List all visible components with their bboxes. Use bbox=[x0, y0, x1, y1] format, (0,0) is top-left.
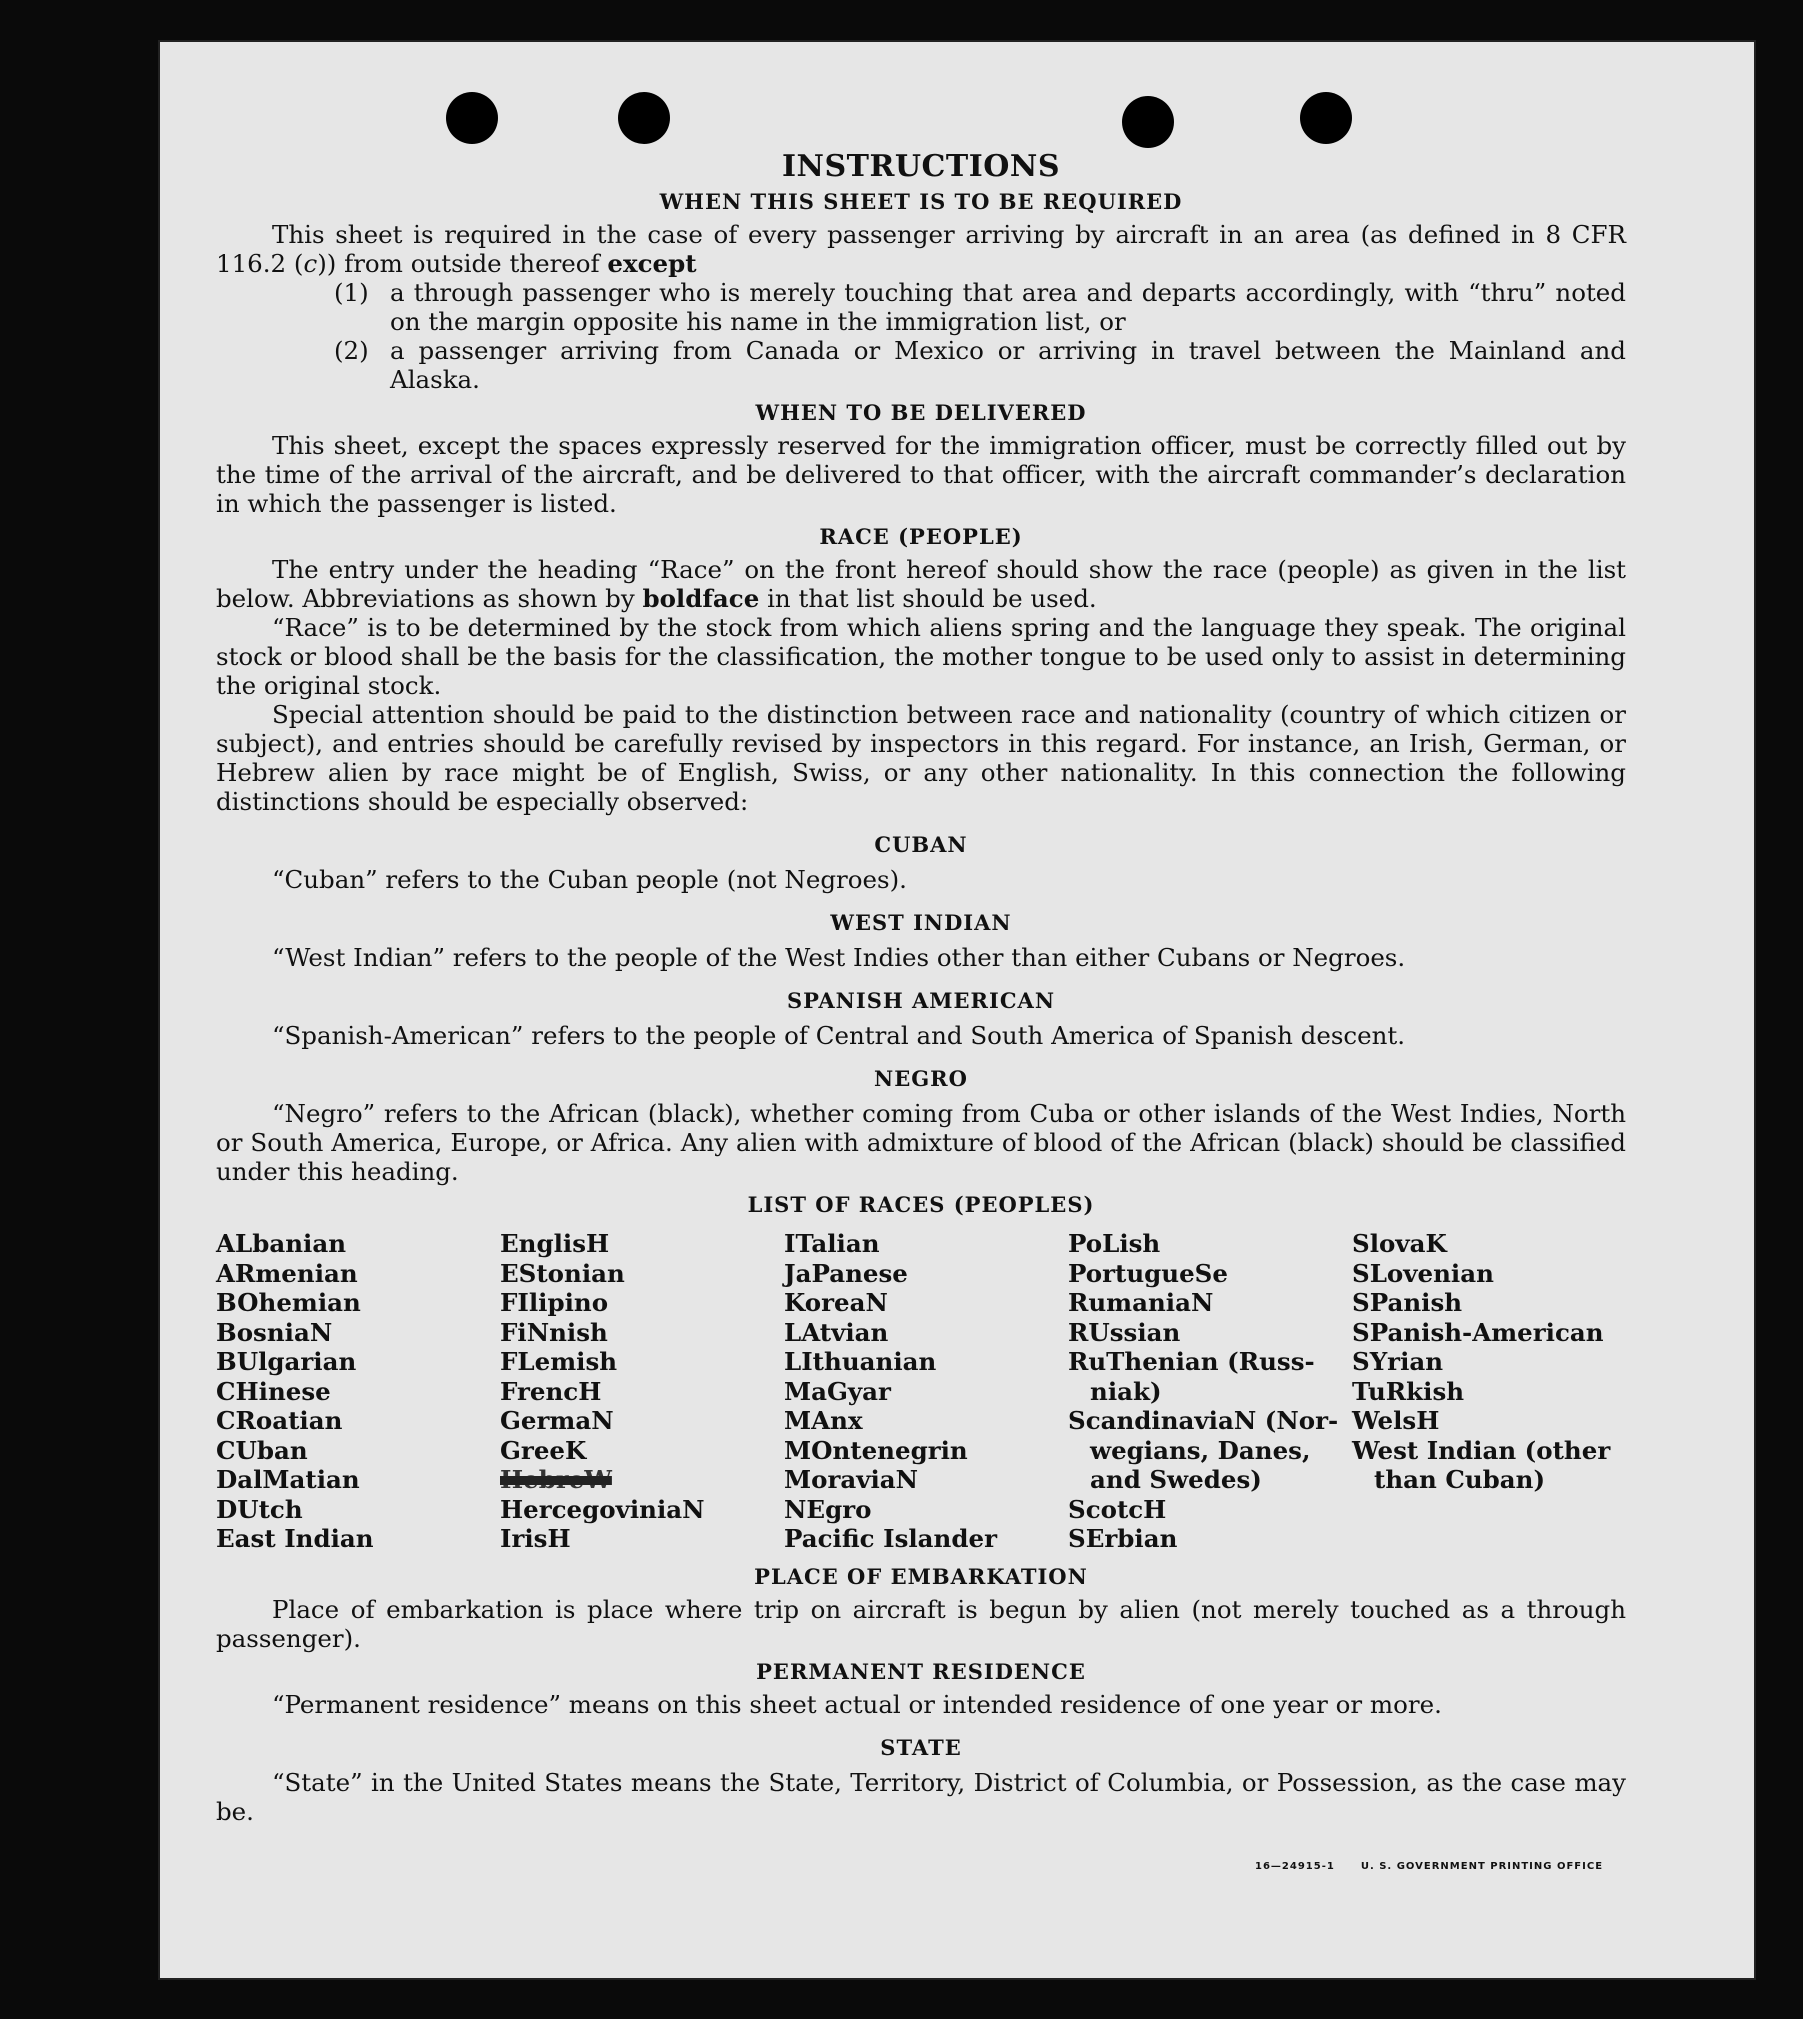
when-delivered-text: This sheet, except the spaces expressly reserved for the immigration officer, must be correctly filled out by the time of the arrival of the aircraft, and be delivered to that officer, with the aircraft commander’s declaration in which the passenger is listed. bbox=[216, 431, 1626, 518]
race-item: GermaN bbox=[500, 1406, 614, 1435]
race-item: FiNnish bbox=[500, 1317, 608, 1347]
race-item: ScotcH bbox=[1068, 1494, 1167, 1524]
race-item: ITalian bbox=[784, 1229, 880, 1258]
exception-item-1 bbox=[216, 278, 1626, 336]
race-item: HercegoviniaN bbox=[500, 1494, 705, 1524]
heading-spanish-american: SPANISH AMERICAN bbox=[786, 988, 1056, 1013]
race-item: SErbian bbox=[1068, 1524, 1178, 1553]
heading-when-delivered: WHEN TO BE DELIVERED bbox=[755, 400, 1087, 425]
negro-text: “Negro” refers to the African (black), whether coming from Cuba or other islands of the West Indies, North or South America, Europe, or Africa. Any alien with admixture of blood of the African (black) should be classified under this heading. bbox=[216, 1099, 1626, 1186]
race-item: West Indian (other bbox=[1352, 1435, 1611, 1465]
race-item: MaGyar bbox=[784, 1376, 891, 1406]
heading-race: RACE (PEOPLE) bbox=[819, 524, 1023, 549]
race-item: CUban bbox=[216, 1435, 308, 1465]
heading-state: STATE bbox=[880, 1734, 962, 1760]
race-item: LAtvian bbox=[784, 1317, 889, 1347]
spanish-american-text: “Spanish-American” refers to the people of Central and South America of Spanish descent. bbox=[272, 1021, 1406, 1050]
race-paragraph-2: “Race” is to be determined by the stock from which aliens spring and the language they speak. The original stock or blood shall be the basis for the classification, the mother tongue to be used only to assist in determining the original stock. bbox=[216, 613, 1626, 700]
races-list bbox=[216, 1229, 1626, 1554]
race-item: SPanish bbox=[1352, 1288, 1463, 1317]
race-paragraph-1: The entry under the heading “Race” on the front hereof should show the race (people) as given in the list below. Abbreviations as shown by boldface in that list should be used. bbox=[216, 555, 1626, 613]
race-item-continued: niak) bbox=[1090, 1376, 1162, 1406]
heading-list-of-races: LIST OF RACES (PEOPLES) bbox=[747, 1192, 1095, 1217]
race-item-continued: than Cuban) bbox=[1374, 1465, 1546, 1494]
race-item: SlovaK bbox=[1352, 1229, 1447, 1258]
races-column-5 bbox=[1352, 1229, 1626, 1554]
race-item: PortugueSe bbox=[1068, 1258, 1228, 1288]
race-item: SYrian bbox=[1352, 1347, 1444, 1376]
instructions-content bbox=[216, 149, 1626, 1826]
race-item: BosniaN bbox=[216, 1317, 333, 1347]
race-item: JaPanese bbox=[784, 1258, 908, 1288]
race-item: WelsH bbox=[1352, 1406, 1440, 1435]
race-item: SLovenian bbox=[1352, 1258, 1494, 1288]
race-item: EnglisH bbox=[500, 1229, 610, 1258]
races-column-1 bbox=[216, 1229, 490, 1554]
embarkation-text: Place of embarkation is place where trip on aircraft is begun by alien (not merely touched as a through passenger). bbox=[216, 1594, 1626, 1653]
races-column-4 bbox=[1068, 1229, 1342, 1554]
race-item: FIlipino bbox=[500, 1288, 609, 1317]
heading-permanent-residence: PERMANENT RESIDENCE bbox=[756, 1658, 1086, 1684]
race-item: BUlgarian bbox=[216, 1347, 357, 1376]
item-number: (1) bbox=[334, 278, 369, 307]
race-item: FLemish bbox=[500, 1347, 618, 1376]
exception-item-2 bbox=[216, 336, 1626, 394]
when-required-intro: This sheet is required in the case of every passenger arriving by aircraft in an area (as defined in 8 CFR 116.2 (c)) from outside thereof except bbox=[216, 220, 1626, 278]
race-item: DUtch bbox=[216, 1494, 303, 1524]
race-item-continued: and Swedes) bbox=[1090, 1465, 1262, 1494]
race-item: EStonian bbox=[500, 1258, 625, 1288]
heading-when-required: WHEN THIS SHEET IS TO BE REQUIRED bbox=[659, 189, 1183, 214]
race-item: TuRkish bbox=[1352, 1376, 1465, 1406]
race-item: East Indian bbox=[216, 1524, 374, 1553]
race-item: Pacific Islander bbox=[784, 1524, 997, 1553]
punch-hole-1 bbox=[446, 92, 498, 144]
race-item: KoreaN bbox=[784, 1288, 888, 1317]
race-item: LIthuanian bbox=[784, 1347, 937, 1376]
state-text: “State” in the United States means the State, Territory, District of Columbia, or Possession, as the case may be. bbox=[216, 1767, 1626, 1826]
item-text: a through passenger who is merely touching that area and departs accordingly, with “thru” noted on the margin opposite his name in the immigration list, or bbox=[390, 278, 1626, 336]
heading-embarkation: PLACE OF EMBARKATION bbox=[754, 1563, 1088, 1589]
race-item: RumaniaN bbox=[1068, 1288, 1214, 1317]
race-item: PoLish bbox=[1068, 1229, 1161, 1258]
race-item: MOntenegrin bbox=[784, 1435, 968, 1465]
race-item: DalMatian bbox=[216, 1465, 360, 1494]
race-item: ScandinaviaN (Nor- bbox=[1068, 1406, 1339, 1435]
printer-imprint bbox=[1255, 1861, 1629, 1872]
race-item: FrencH bbox=[500, 1376, 602, 1406]
race-item: MAnx bbox=[784, 1406, 863, 1435]
race-item: BOhemian bbox=[216, 1288, 361, 1317]
item-text: a passenger arriving from Canada or Mexico or arriving in travel between the Mainland and Alaska. bbox=[390, 336, 1626, 394]
form-code: 16—24915-1 bbox=[1255, 1861, 1335, 1872]
race-item: NEgro bbox=[784, 1494, 872, 1524]
race-item-struck: HebreW bbox=[500, 1465, 612, 1494]
punch-hole-3 bbox=[1122, 96, 1174, 148]
races-column-2 bbox=[500, 1229, 774, 1554]
race-item: CHinese bbox=[216, 1376, 331, 1406]
race-item: ALbanian bbox=[216, 1229, 347, 1258]
permanent-residence-text: “Permanent residence” means on this sheet actual or intended residence of one year or more. bbox=[272, 1689, 1442, 1719]
race-item: CRoatian bbox=[216, 1406, 343, 1435]
heading-negro: NEGRO bbox=[874, 1066, 968, 1091]
race-item-continued: wegians, Danes, bbox=[1090, 1435, 1311, 1465]
race-item: SPanish-American bbox=[1352, 1317, 1604, 1347]
race-item: RUssian bbox=[1068, 1317, 1181, 1347]
race-item: RuThenian (Russ- bbox=[1068, 1347, 1315, 1376]
heading-cuban: CUBAN bbox=[874, 832, 968, 857]
race-item: IrisH bbox=[500, 1524, 571, 1553]
west-indian-text: “West Indian” refers to the people of the West Indies other than either Cubans or Negroes. bbox=[272, 943, 1406, 972]
race-item: ARmenian bbox=[216, 1258, 358, 1288]
page-title: INSTRUCTIONS bbox=[782, 149, 1060, 184]
race-paragraph-3: Special attention should be paid to the distinction between race and nationality (country of which citizen or subject), and entries should be carefully revised by inspectors in this regard. For instance, an Irish, German, or Hebrew alien by race might be of English, Swiss, or any other nationality. In this connection the following distinctions should be especially observed: bbox=[216, 700, 1626, 816]
item-number: (2) bbox=[334, 336, 369, 365]
race-item: GreeK bbox=[500, 1435, 587, 1465]
printer-name: U. S. GOVERNMENT PRINTING OFFICE bbox=[1360, 1861, 1604, 1872]
cuban-text: “Cuban” refers to the Cuban people (not Negroes). bbox=[272, 865, 907, 894]
race-item: MoraviaN bbox=[784, 1465, 919, 1494]
races-column-3 bbox=[784, 1229, 1058, 1554]
punch-hole-4 bbox=[1300, 92, 1352, 144]
heading-west-indian: WEST INDIAN bbox=[830, 910, 1012, 935]
punch-hole-2 bbox=[618, 92, 670, 144]
